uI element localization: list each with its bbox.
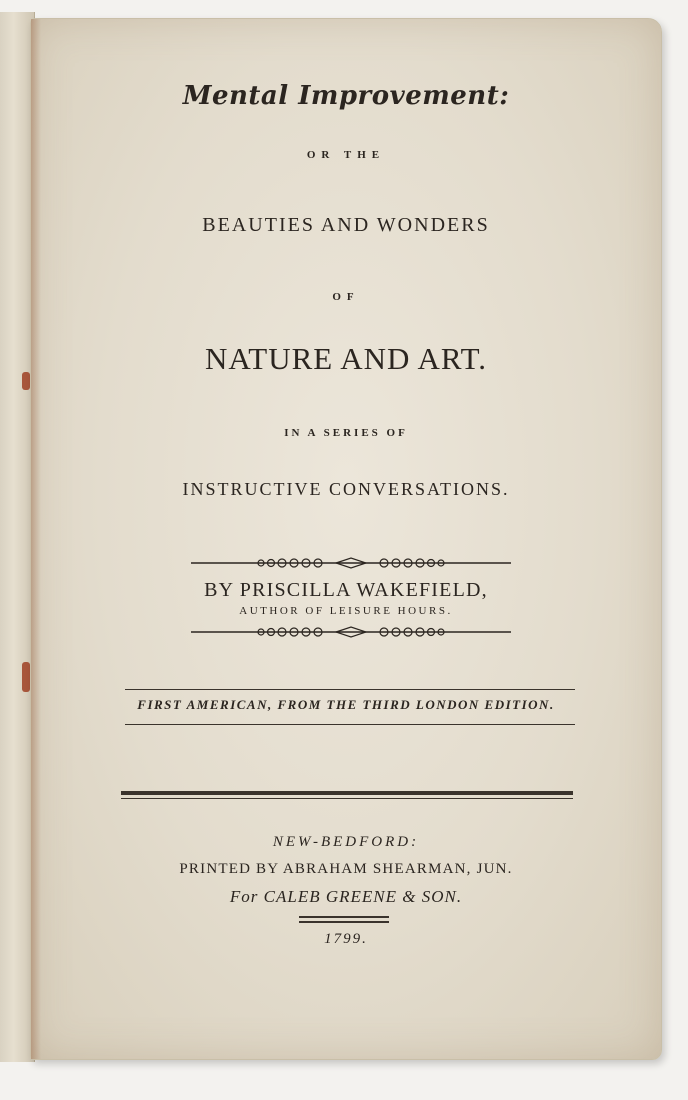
ornament-divider [191,557,511,569]
of-line: OF [332,291,360,303]
series-line: IN A SERIES OF [284,427,408,439]
author-credit: AUTHOR OF LEISURE HOURS. [239,605,453,617]
thick-rule [121,791,573,795]
edition-rule-bottom [125,724,575,725]
imprint-printer: PRINTED BY ABRAHAM SHEARMAN, JUN. [179,861,513,877]
thin-rule [121,798,573,799]
spine-damage [22,372,30,390]
short-rule [299,921,389,923]
spine-damage [22,662,30,692]
imprint-publisher: For CALEB GREENE & SON. [229,887,463,906]
subtitle-beauties: BEAUTIES AND WONDERS [202,214,490,236]
edition-line: FIRST AMERICAN, FROM THE THIRD LONDON EDITION. [137,697,555,712]
instructive-line: INSTRUCTIVE CONVERSATIONS. [182,479,510,499]
imprint-place: NEW-BEDFORD: [272,834,420,850]
short-rule [299,916,389,918]
title-page [30,18,662,1060]
subtitle-nature: NATURE AND ART. [204,341,488,376]
imprint-year: 1799. [324,931,368,947]
or-the-line: OR THE [306,149,386,161]
author-name: BY PRISCILLA WAKEFIELD, [204,579,488,601]
edition-rule-top [125,689,575,690]
ornament-divider [191,626,511,638]
book-title: Mental Improvement: [182,81,510,111]
